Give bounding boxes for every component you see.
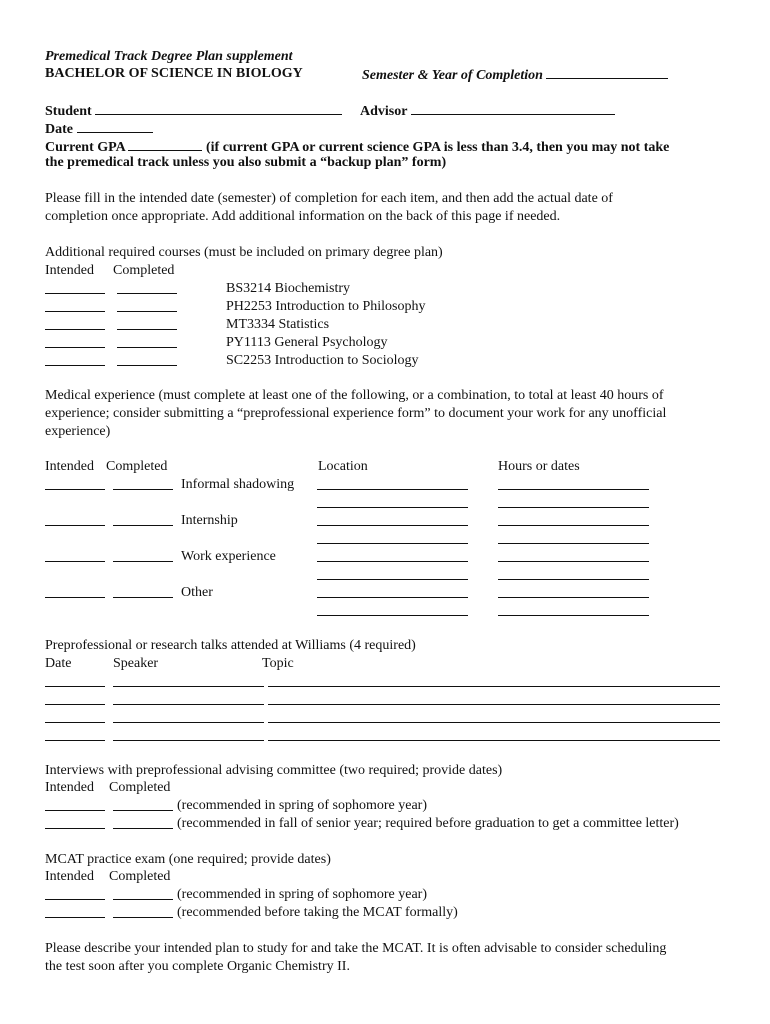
mcat-col-completed: Completed <box>109 869 171 884</box>
instructions-line-1: Please fill in the intended date (semester) of completion for each item, and then add the actual date of <box>45 191 613 206</box>
course-intended-blank[interactable] <box>45 293 105 294</box>
talks-col-speaker: Speaker <box>113 656 159 671</box>
course-item: MT3334 Statistics <box>226 317 330 332</box>
location-blank[interactable] <box>317 561 468 562</box>
course-completed-blank[interactable] <box>117 347 177 348</box>
interview-note: (recommended in fall of senior year; required before graduation to get a committee letter) <box>177 816 679 831</box>
course-item: BS3214 Biochemistry <box>226 281 351 296</box>
gpa-note-continued: the premedical track unless you also submit a “backup plan” form) <box>45 155 447 170</box>
medical-col-hours: Hours or dates <box>498 459 580 474</box>
date-label: Date <box>45 122 73 137</box>
location-blank[interactable] <box>317 579 468 580</box>
medical-item: Work experience <box>181 549 276 564</box>
talk-date-blank[interactable] <box>45 704 105 705</box>
advisor-label: Advisor <box>360 104 408 119</box>
course-intended-blank[interactable] <box>45 365 105 366</box>
mcat-intended-blank[interactable] <box>45 899 105 900</box>
medical-intended-blank[interactable] <box>45 561 105 562</box>
talk-speaker-blank[interactable] <box>113 704 264 705</box>
interview-intended-blank[interactable] <box>45 828 105 829</box>
hours-blank[interactable] <box>498 597 649 598</box>
mcat-completed-blank[interactable] <box>113 917 173 918</box>
interviews-col-completed: Completed <box>109 780 171 795</box>
medical-item: Internship <box>181 513 238 528</box>
medical-intended-blank[interactable] <box>45 525 105 526</box>
interviews-col-intended: Intended <box>45 780 94 795</box>
course-completed-blank[interactable] <box>117 365 177 366</box>
gpa-blank[interactable] <box>128 137 202 151</box>
medical-item: Informal shadowing <box>181 477 295 492</box>
medical-completed-blank[interactable] <box>113 525 173 526</box>
document-title: Premedical Track Degree Plan supplement <box>45 49 293 64</box>
hours-blank[interactable] <box>498 489 649 490</box>
talk-speaker-blank[interactable] <box>113 740 264 741</box>
gpa-note: (if current GPA or current science GPA is less than 3.4, then you may not take <box>205 140 670 155</box>
talks-col-date: Date <box>45 656 72 671</box>
hours-blank[interactable] <box>498 507 649 508</box>
course-intended-blank[interactable] <box>45 329 105 330</box>
hours-blank[interactable] <box>498 561 649 562</box>
closing-line-2: the test soon after you complete Organic Chemistry II. <box>45 959 350 974</box>
semester-field[interactable] <box>362 65 668 85</box>
gpa-label: Current GPA <box>45 140 125 155</box>
talks-heading: Preprofessional or research talks attended at Williams (4 required) <box>45 638 416 653</box>
talk-date-blank[interactable] <box>45 686 105 687</box>
mcat-heading: MCAT practice exam (one required; provide dates) <box>45 852 331 867</box>
talk-speaker-blank[interactable] <box>113 686 264 687</box>
courses-col-intended: Intended <box>45 263 94 278</box>
medical-heading-line-3: experience) <box>45 424 111 439</box>
interview-intended-blank[interactable] <box>45 810 105 811</box>
location-blank[interactable] <box>317 597 468 598</box>
talk-date-blank[interactable] <box>45 722 105 723</box>
closing-line-1: Please describe your intended plan to study for and take the MCAT. It is often advisable to consider scheduling <box>45 941 667 956</box>
medical-col-intended: Intended <box>45 459 94 474</box>
advisor-field[interactable] <box>360 101 615 121</box>
semester-blank[interactable] <box>546 65 668 79</box>
hours-blank[interactable] <box>498 525 649 526</box>
talk-date-blank[interactable] <box>45 740 105 741</box>
talk-topic-blank[interactable] <box>268 740 720 741</box>
courses-heading: Additional required courses (must be included on primary degree plan) <box>45 245 443 260</box>
location-blank[interactable] <box>317 543 468 544</box>
course-intended-blank[interactable] <box>45 347 105 348</box>
course-completed-blank[interactable] <box>117 329 177 330</box>
medical-completed-blank[interactable] <box>113 597 173 598</box>
mcat-note: (recommended in spring of sophomore year) <box>177 887 427 902</box>
talk-topic-blank[interactable] <box>268 722 720 723</box>
location-blank[interactable] <box>317 615 468 616</box>
advisor-blank[interactable] <box>411 101 615 115</box>
location-blank[interactable] <box>317 489 468 490</box>
medical-item: Other <box>181 585 213 600</box>
student-blank[interactable] <box>95 101 342 115</box>
student-field[interactable] <box>45 101 342 121</box>
interview-completed-blank[interactable] <box>113 828 173 829</box>
medical-col-location: Location <box>318 459 368 474</box>
mcat-col-intended: Intended <box>45 869 94 884</box>
date-blank[interactable] <box>77 119 153 133</box>
talk-topic-blank[interactable] <box>268 686 720 687</box>
medical-completed-blank[interactable] <box>113 489 173 490</box>
medical-col-completed: Completed <box>106 459 168 474</box>
student-label: Student <box>45 104 92 119</box>
course-item: PH2253 Introduction to Philosophy <box>226 299 426 314</box>
hours-blank[interactable] <box>498 543 649 544</box>
mcat-completed-blank[interactable] <box>113 899 173 900</box>
medical-heading-line-1: Medical experience (must complete at least one of the following, or a combination, to total at least 40 hours of <box>45 388 664 403</box>
course-completed-blank[interactable] <box>117 293 177 294</box>
interviews-heading: Interviews with preprofessional advising committee (two required; provide dates) <box>45 763 503 778</box>
course-item: PY1113 General Psychology <box>226 335 388 350</box>
interview-note: (recommended in spring of sophomore year) <box>177 798 427 813</box>
location-blank[interactable] <box>317 525 468 526</box>
course-item: SC2253 Introduction to Sociology <box>226 353 419 368</box>
course-completed-blank[interactable] <box>117 311 177 312</box>
hours-blank[interactable] <box>498 615 649 616</box>
instructions-line-2: completion once appropriate. Add additional information on the back of this page if needed. <box>45 209 561 224</box>
talk-topic-blank[interactable] <box>268 704 720 705</box>
courses-col-completed: Completed <box>113 263 175 278</box>
talk-speaker-blank[interactable] <box>113 722 264 723</box>
medical-heading-line-2: experience; consider submitting a “preprofessional experience form” to document your work for any unofficial <box>45 406 667 421</box>
medical-completed-blank[interactable] <box>113 561 173 562</box>
interview-completed-blank[interactable] <box>113 810 173 811</box>
mcat-intended-blank[interactable] <box>45 917 105 918</box>
medical-intended-blank[interactable] <box>45 489 105 490</box>
semester-label: Semester & Year of Completion <box>362 68 543 83</box>
hours-blank[interactable] <box>498 579 649 580</box>
location-blank[interactable] <box>317 507 468 508</box>
date-field[interactable] <box>45 119 153 139</box>
talks-col-topic: Topic <box>262 656 294 671</box>
mcat-note: (recommended before taking the MCAT formally) <box>177 905 458 920</box>
medical-intended-blank[interactable] <box>45 597 105 598</box>
degree-title: BACHELOR OF SCIENCE IN BIOLOGY <box>45 66 303 81</box>
course-intended-blank[interactable] <box>45 311 105 312</box>
